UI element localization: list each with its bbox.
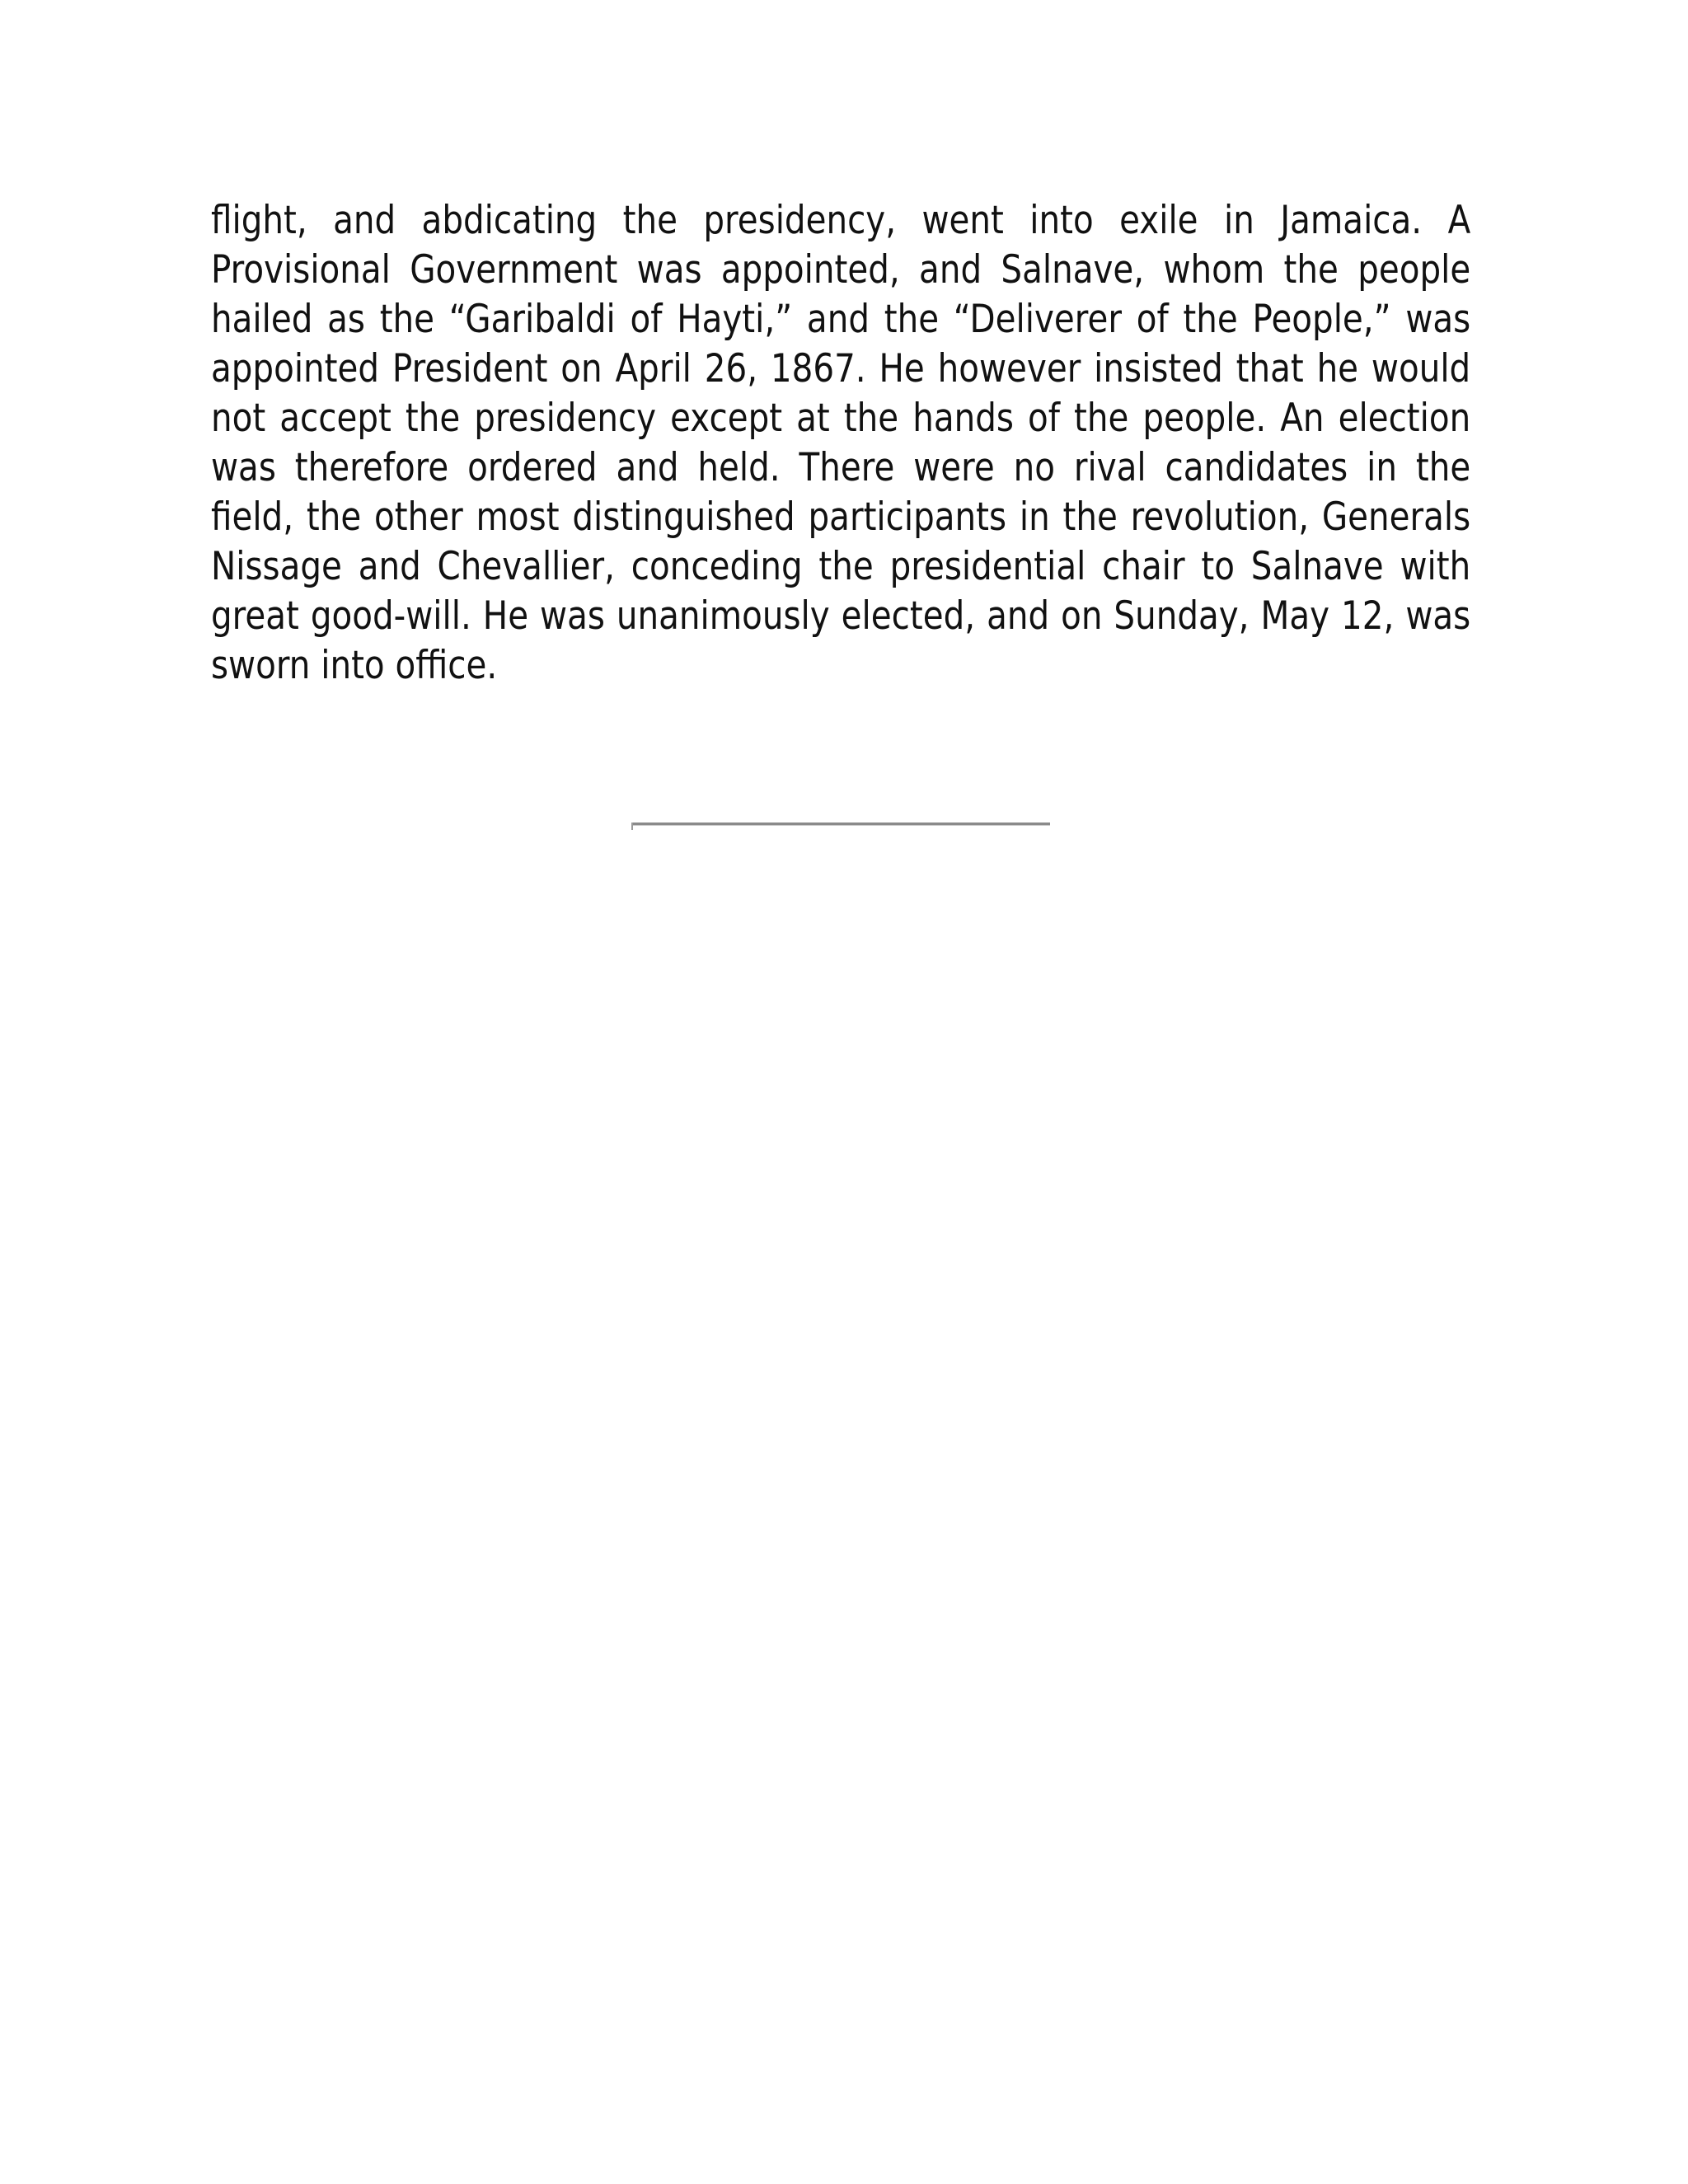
section-divider — [631, 823, 1050, 826]
body-paragraph: flight, and abdicating the presidency, went into exile in Jamaica. A Provisional Government was appointed, and Salnave, whom the people hailed as the “Garibaldi of Hayti,” and the “Deliverer of the People,” was appointed President on April 26, 1867. He however insisted that he would not accept the presidency except at the hands of the people. An election was therefore ordered and held. There were no rival candidates in the field, the other most distinguished participants in the revolution, Generals Nissage and Chevallier, conceding the presidential chair to Salnave with great good-will. He was unanimously elected, and on Sunday, May 12, was sworn into office. — [211, 198, 1471, 688]
